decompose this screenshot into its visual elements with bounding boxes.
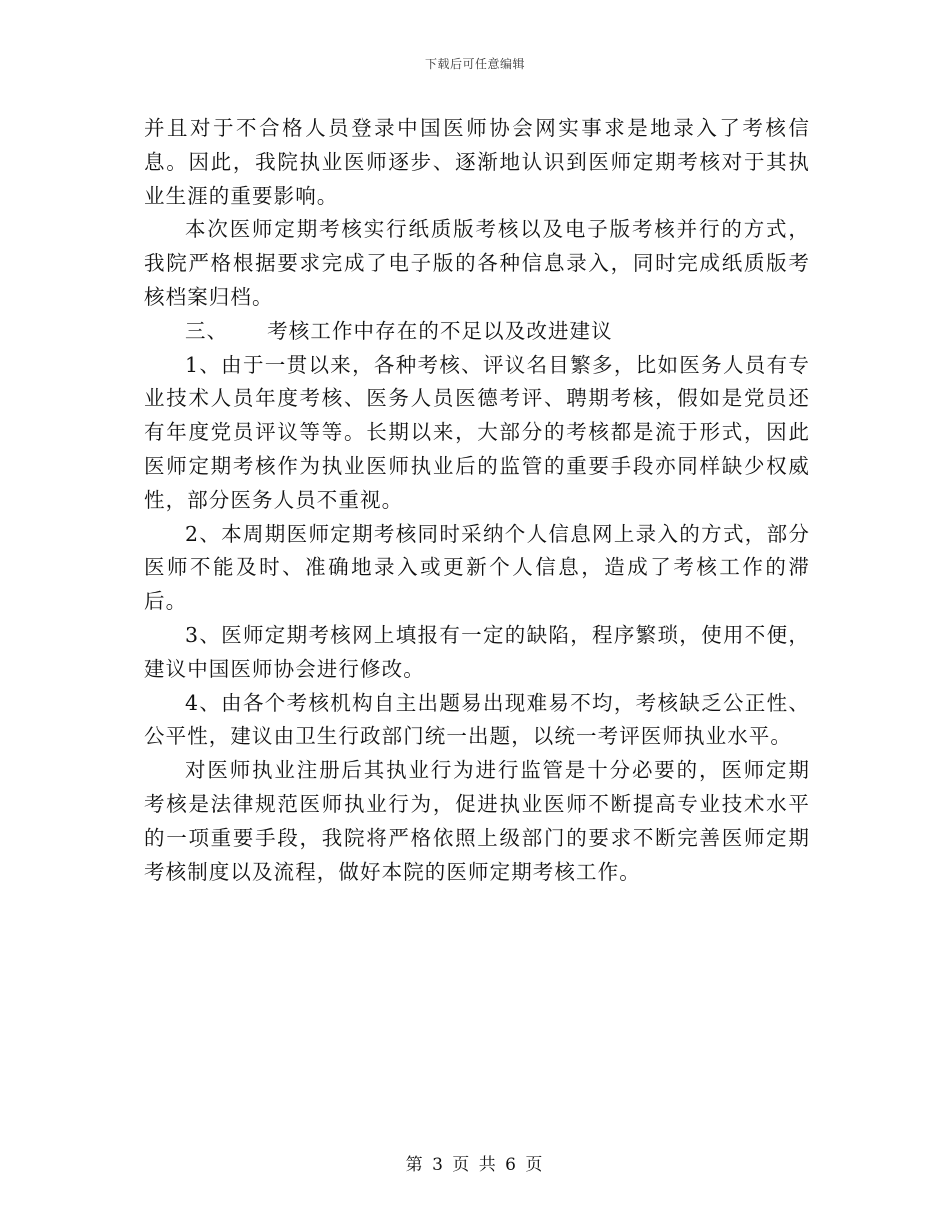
document-body xyxy=(144,112,810,889)
section-heading xyxy=(144,315,810,349)
paragraph-conclusion: 对医师执业注册后其执业行为进行监管是十分必要的，医师定期考核是法律规范医师执业行为，促进执业医师不断提高专业技术水平的一项重要手段，我院将严格依照上级部门的要求不断完善医师定期考核制度以及流程，做好本院的医师定期考核工作。 xyxy=(144,758,810,884)
section-title: 考核工作中存在的不足以及改进建议 xyxy=(267,318,613,343)
list-item-1: 1、由于一贯以来，各种考核、评议名目繁多，比如医务人员有专业技术人员年度考核、医务人员医德考评、聘期考核，假如是党员还有年度党员评议等等。长期以来，大部分的考核都是流于形式，因此医师定期考核作为执业医师执业后的监管的重要手段亦同样缺少权威性，部分医务人员不重视。 xyxy=(144,352,810,512)
list-item-4: 4、由各个考核机构自主出题易出现难易不均，考核缺乏公正性、公平性，建议由卫生行政部门统一出题，以统一考评医师执业水平。 xyxy=(144,690,810,749)
section-number: 三、 xyxy=(185,318,229,343)
list-item-2: 2、本周期医师定期考核同时采纳个人信息网上录入的方式，部分医师不能及时、准确地录入或更新个人信息，造成了考核工作的滞后。 xyxy=(144,521,810,614)
list-item-3: 3、医师定期考核网上填报有一定的缺陷，程序繁琐，使用不便，建议中国医师协会进行修改。 xyxy=(144,622,810,681)
paragraph-exam-format: 本次医师定期考核实行纸质版考核以及电子版考核并行的方式，我院严格根据要求完成了电子版的各种信息录入，同时完成纸质版考核档案归档。 xyxy=(144,217,810,309)
page-number: 第 3 页 共 6 页 xyxy=(405,1155,545,1175)
page-header-note: 下载后可任意编辑 xyxy=(424,57,525,71)
paragraph-continuation: 并且对于不合格人员登录中国医师协会网实事求是地录入了考核信息。因此，我院执业医师逐步、逐渐地认识到医师定期考核对于其执业生涯的重要影响。 xyxy=(144,116,810,208)
